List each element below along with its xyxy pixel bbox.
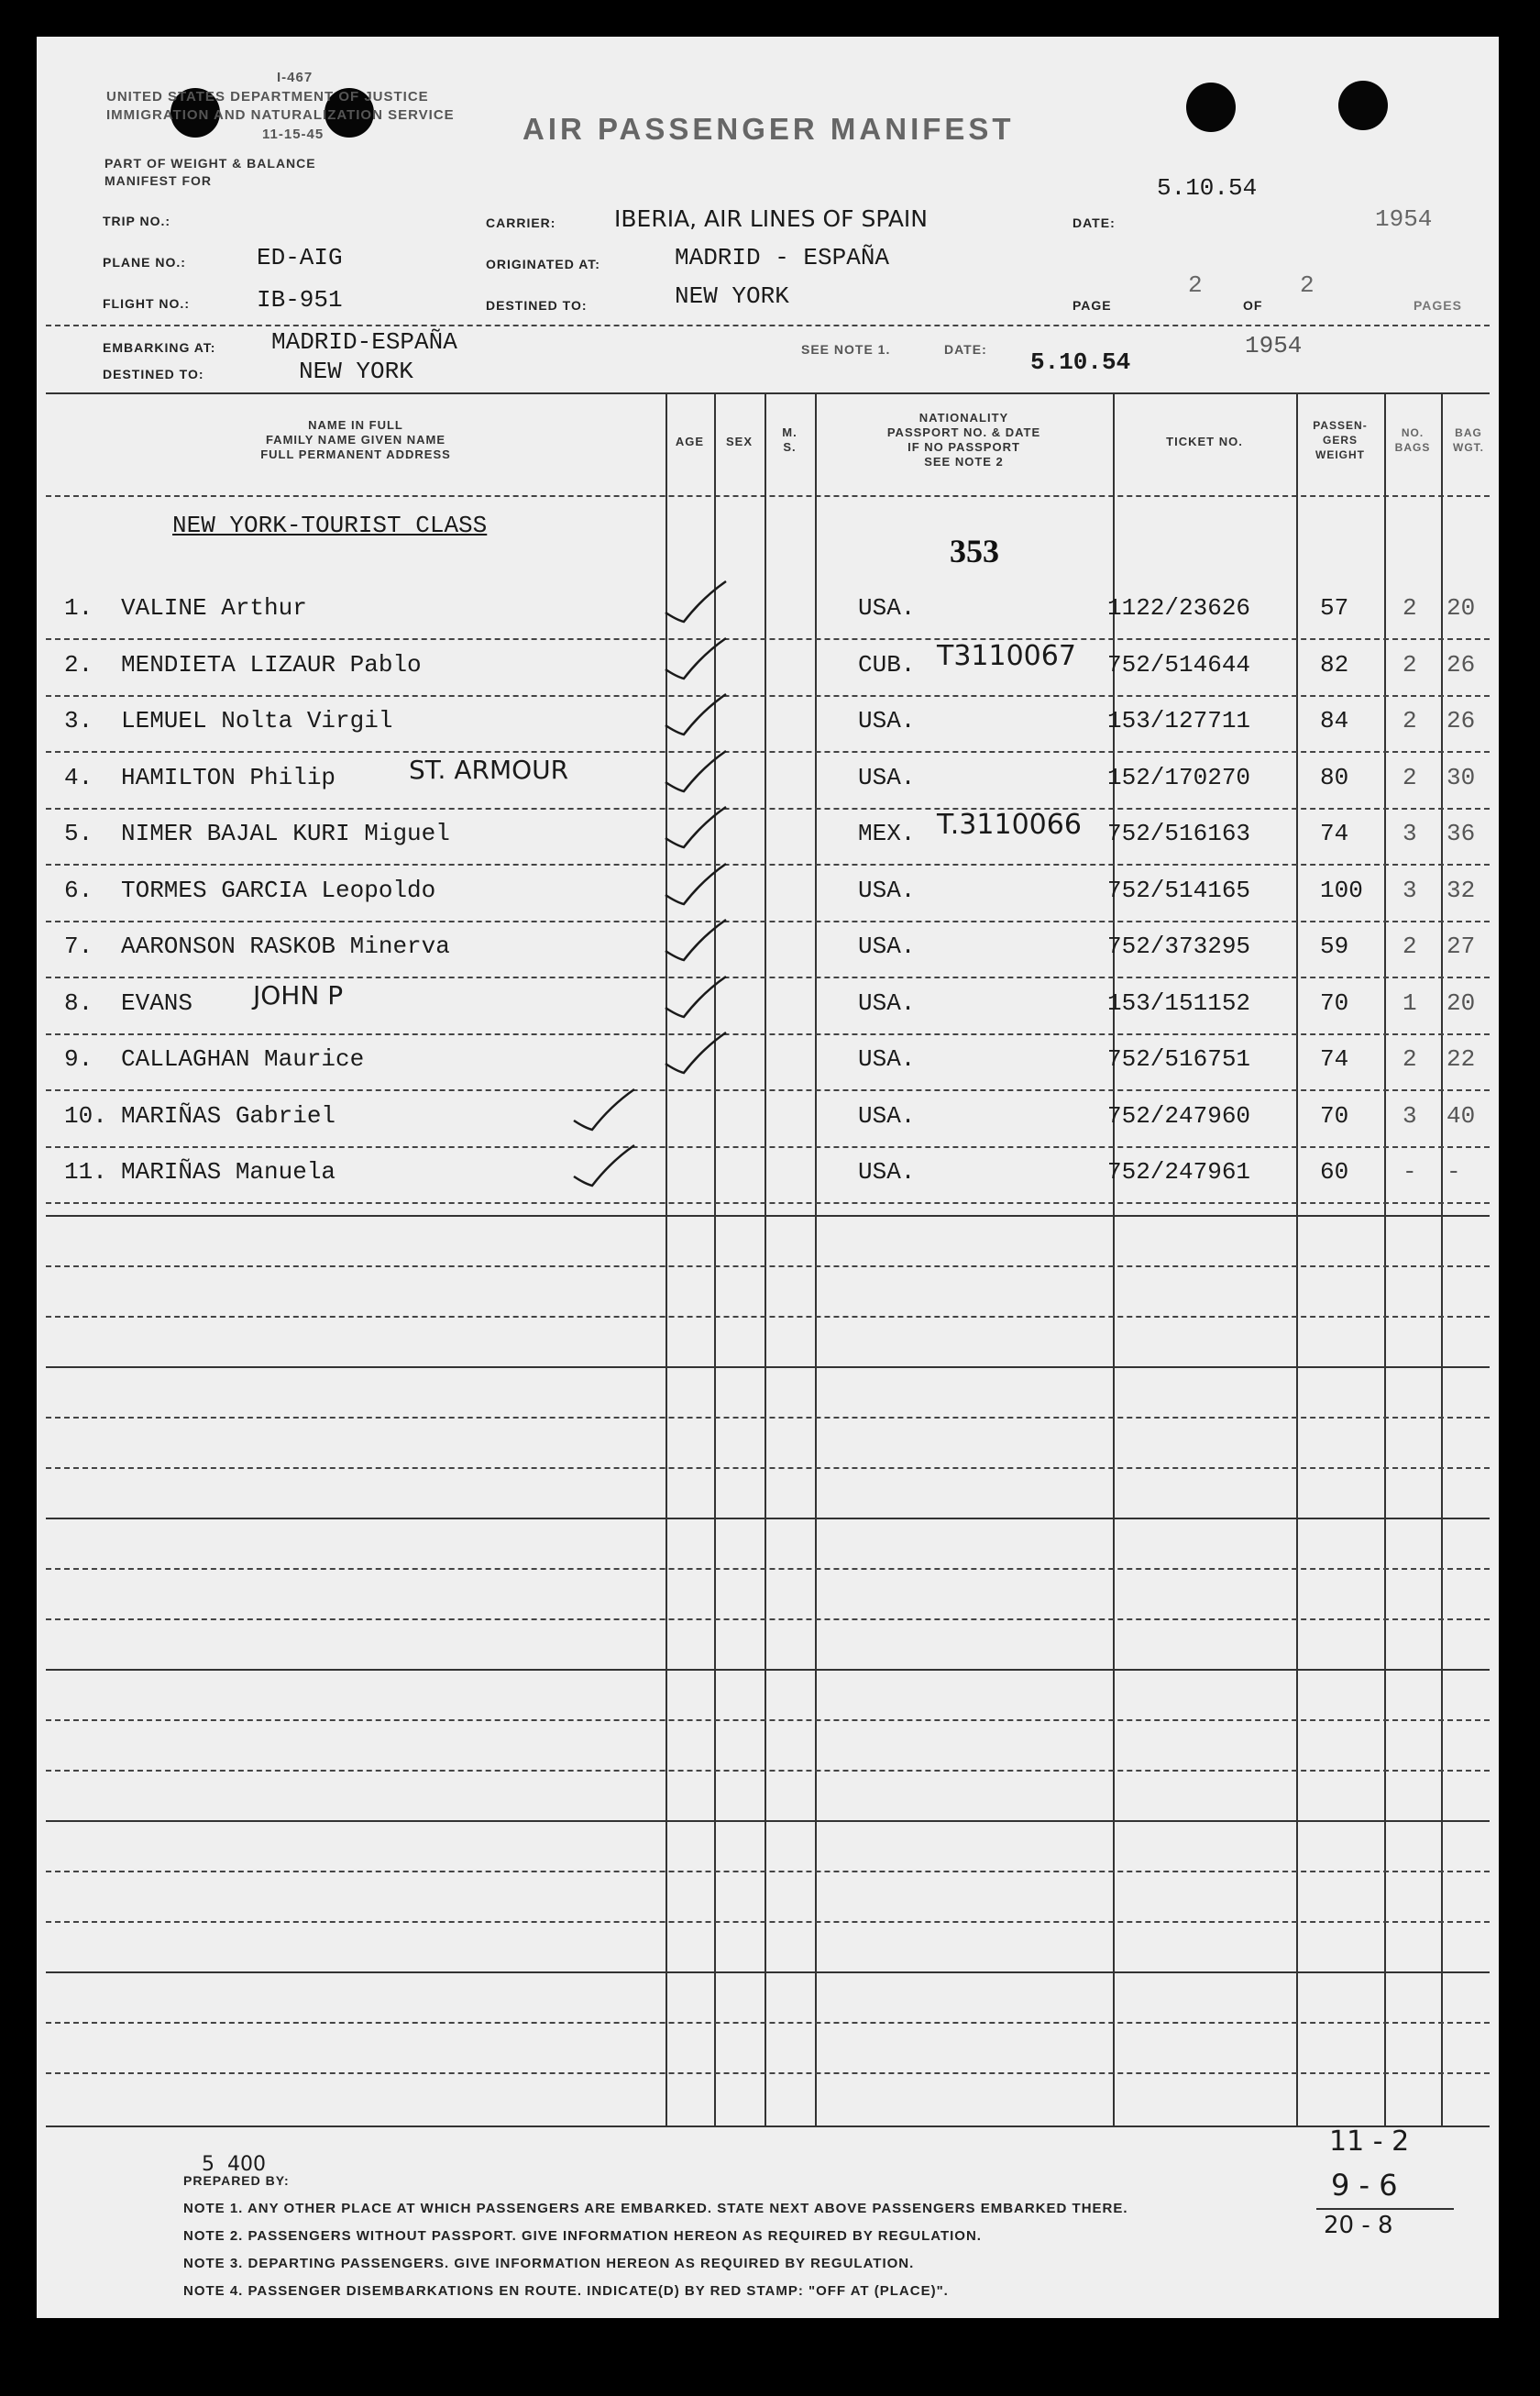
- row-number: 11.: [64, 1158, 107, 1186]
- ticket-number: 752/514644: [1107, 650, 1251, 679]
- column-header-bags: [1384, 425, 1441, 455]
- handwritten-tally-note: 5 400: [202, 2153, 266, 2176]
- row-divider: [46, 864, 1490, 866]
- note-1: NOTE 1. ANY OTHER PLACE AT WHICH PASSENGERS ARE EMBARKED. STATE NEXT ABOVE PASSENGERS EMBARKED THERE.: [183, 2201, 1128, 2216]
- header-weight-line2: GERS: [1322, 434, 1358, 447]
- table-row: [37, 980, 1499, 1035]
- ticket-number: 153/127711: [1107, 707, 1251, 734]
- passenger-weight: 70: [1320, 1101, 1349, 1130]
- row-number: 7.: [64, 933, 94, 960]
- row-number: 6.: [64, 876, 94, 904]
- carrier-value: IBERIA, AIR LINES OF SPAIN: [614, 205, 928, 232]
- row-number: 3.: [64, 707, 94, 734]
- table-row: [37, 1036, 1499, 1091]
- checkmark-icon: [660, 578, 733, 633]
- row-divider: [46, 751, 1490, 753]
- header-nat-line3: IF NO PASSPORT: [908, 440, 1020, 454]
- table-top-border: [46, 392, 1490, 394]
- note-3: NOTE 3. DEPARTING PASSENGERS. GIVE INFORMATION HEREON AS REQUIRED BY REGULATION.: [183, 2256, 915, 2271]
- nationality: USA.: [858, 707, 916, 734]
- blank-line: [46, 1215, 1490, 1217]
- passenger-weight: 59: [1320, 933, 1349, 960]
- column-header-bagwt: [1441, 425, 1496, 455]
- row-number: 10.: [64, 1101, 107, 1130]
- passenger-weight: 70: [1320, 988, 1349, 1017]
- bag-count: 1: [1402, 988, 1417, 1017]
- table-row: [37, 698, 1499, 753]
- bag-count: 2: [1402, 933, 1417, 960]
- note-4: NOTE 4. PASSENGER DISEMBARKATIONS EN ROUTE. INDICATE(D) BY RED STAMP: "OFF AT (PLACE)".: [183, 2283, 949, 2299]
- form-number: I-467: [277, 70, 314, 85]
- blank-line: [46, 1669, 1490, 1671]
- bag-count: -: [1402, 1158, 1417, 1186]
- passport-number: T3110067: [937, 639, 1076, 672]
- header-name-line2: FAMILY NAME GIVEN NAME: [265, 433, 446, 447]
- passenger-name: HAMILTON Philip: [121, 763, 336, 791]
- blank-line: [46, 1417, 1490, 1419]
- year2-value: 1954: [1245, 332, 1303, 359]
- passenger-weight: 80: [1320, 763, 1349, 791]
- page-title: AIR PASSENGER MANIFEST: [522, 112, 1015, 146]
- row-divider: [46, 638, 1490, 640]
- passenger-weight: 60: [1320, 1158, 1349, 1186]
- originated-value: MADRID - ESPAÑA: [675, 244, 890, 271]
- header-ms-line2: S.: [783, 440, 797, 454]
- nationality: USA.: [858, 933, 916, 960]
- passenger-name: MARIÑAS Gabriel: [121, 1101, 336, 1130]
- header-bags-line1: NO.: [1401, 426, 1424, 439]
- passenger-name: NIMER BAJAL KURI Miguel: [121, 820, 450, 847]
- blank-line: [46, 1820, 1490, 1822]
- bag-weight: 40: [1446, 1101, 1476, 1130]
- bag-count: 2: [1402, 650, 1417, 679]
- stamp-number: 353: [950, 533, 999, 569]
- table-row: [37, 755, 1499, 810]
- flight-no-value: IB-951: [257, 286, 343, 314]
- checkmark-icon: [660, 973, 733, 1028]
- row-number: 1.: [64, 594, 94, 622]
- blank-line: [46, 1719, 1490, 1721]
- flight-no-label: FLIGHT NO.:: [103, 296, 190, 311]
- row-divider: [46, 921, 1490, 922]
- header-nat-line4: SEE NOTE 2: [924, 455, 1004, 469]
- embarking-label: EMBARKING AT:: [103, 340, 216, 355]
- embarking-value: MADRID-ESPAÑA: [271, 328, 457, 356]
- form-date: 11-15-45: [262, 127, 324, 142]
- header-nat-line2: PASSPORT NO. & DATE: [886, 425, 1041, 439]
- ticket-number: 752/516163: [1107, 820, 1251, 847]
- blank-line: [46, 1921, 1490, 1923]
- checkmark-icon: [660, 803, 733, 858]
- table-row: [37, 923, 1499, 978]
- blank-line: [46, 1971, 1490, 1973]
- passenger-name: VALINE Arthur: [121, 594, 307, 622]
- passport-number: T.3110066: [937, 809, 1082, 841]
- tally-rule: [1316, 2208, 1454, 2210]
- bag-count: 3: [1402, 876, 1417, 904]
- blank-line: [46, 1265, 1490, 1267]
- nationality: CUB.: [858, 650, 916, 679]
- bag-weight: 36: [1446, 820, 1476, 847]
- ticket-number: 1122/23626: [1107, 594, 1251, 622]
- column-header-age: AGE: [675, 435, 705, 448]
- nationality: USA.: [858, 1158, 916, 1186]
- table-row: [37, 1093, 1499, 1148]
- bag-weight: -: [1446, 1158, 1461, 1186]
- page-label: PAGE: [1072, 298, 1112, 313]
- row-divider: [46, 1202, 1490, 1204]
- blank-line: [46, 1467, 1490, 1469]
- table-row: [37, 867, 1499, 922]
- row-divider: [46, 1146, 1490, 1148]
- punch-hole: [1338, 81, 1388, 130]
- table-header-border: [46, 495, 1490, 497]
- header-nat-line1: NATIONALITY: [918, 411, 1009, 425]
- blank-line: [46, 1518, 1490, 1519]
- passenger-name: AARONSON RASKOB Minerva: [121, 933, 450, 960]
- blank-line: [46, 1871, 1490, 1872]
- note-2: NOTE 2. PASSENGERS WITHOUT PASSPORT. GIVE INFORMATION HEREON AS REQUIRED BY REGULATION.: [183, 2228, 982, 2244]
- nationality: MEX.: [858, 820, 916, 847]
- row-number: 9.: [64, 1045, 94, 1073]
- checkmark-icon: [660, 747, 733, 802]
- column-header-ticket: TICKET NO.: [1166, 435, 1243, 448]
- table-bottom-border: [46, 2125, 1490, 2127]
- header-bagwt-line1: BAG: [1455, 426, 1482, 439]
- row-number: 5.: [64, 820, 94, 847]
- manifest-for-label: MANIFEST FOR: [104, 173, 212, 188]
- carrier-label: CARRIER:: [486, 215, 556, 230]
- row-divider: [46, 1089, 1490, 1091]
- bag-weight: 20: [1446, 594, 1476, 622]
- header-bags-line2: BAGS: [1394, 441, 1431, 454]
- row-divider: [46, 977, 1490, 978]
- header-weight-line3: WEIGHT: [1315, 448, 1365, 461]
- punch-hole: [1186, 83, 1236, 132]
- destined-label: DESTINED TO:: [486, 298, 588, 313]
- header-ms-line1: M.: [782, 425, 798, 439]
- ticket-number: 153/151152: [1107, 988, 1251, 1017]
- passenger-name: MENDIETA LIZAUR Pablo: [121, 650, 422, 679]
- row-number: 4.: [64, 763, 94, 791]
- part-of-label: PART OF WEIGHT & BALANCE: [104, 156, 316, 171]
- originated-label: ORIGINATED AT:: [486, 257, 600, 271]
- nationality: USA.: [858, 876, 916, 904]
- tally-line-3: 20 - 8: [1324, 2212, 1393, 2239]
- page-value: 2: [1188, 271, 1203, 299]
- header-name-line3: FULL PERMANENT ADDRESS: [260, 447, 451, 461]
- bag-weight: 32: [1446, 876, 1476, 904]
- column-header-weight: [1296, 418, 1384, 462]
- ticket-number: 752/514165: [1107, 876, 1251, 904]
- passenger-weight: 74: [1320, 1045, 1349, 1073]
- passenger-weight: 57: [1320, 594, 1349, 622]
- passenger-name: EVANS: [121, 988, 193, 1017]
- date2-value: 5.10.54: [1030, 348, 1131, 376]
- bag-weight: 22: [1446, 1045, 1476, 1073]
- of-label: OF: [1243, 298, 1263, 313]
- ticket-number: 752/247960: [1107, 1101, 1251, 1130]
- prepared-by-label: PREPARED BY:: [183, 2173, 290, 2188]
- passenger-weight: 100: [1320, 876, 1363, 904]
- checkmark-icon: [660, 860, 733, 915]
- table-row: [37, 585, 1499, 640]
- tally-line-1: 11 - 2: [1329, 2125, 1410, 2158]
- bag-count: 2: [1402, 594, 1417, 622]
- bag-count: 2: [1402, 707, 1417, 734]
- column-header-name: [46, 418, 666, 462]
- checkmark-icon: [660, 916, 733, 971]
- bag-weight: 26: [1446, 650, 1476, 679]
- tally-line-2: 9 - 6: [1331, 2168, 1398, 2203]
- table-row: [37, 1149, 1499, 1204]
- ticket-number: 152/170270: [1107, 763, 1251, 791]
- bag-weight: 26: [1446, 707, 1476, 734]
- passenger-name: CALLAGHAN Maurice: [121, 1045, 365, 1073]
- nationality: USA.: [858, 594, 916, 622]
- nationality: USA.: [858, 1045, 916, 1073]
- bag-weight: 27: [1446, 933, 1476, 960]
- section-title: NEW YORK-TOURIST CLASS: [172, 512, 488, 539]
- bag-weight: 30: [1446, 763, 1476, 791]
- passenger-name: TORMES GARCIA Leopoldo: [121, 876, 436, 904]
- date-label: DATE:: [1072, 215, 1116, 230]
- bag-count: 2: [1402, 1045, 1417, 1073]
- row-divider: [46, 1033, 1490, 1035]
- passenger-weight: 74: [1320, 820, 1349, 847]
- trip-no-label: TRIP NO.:: [103, 214, 171, 228]
- table-row: [37, 639, 1499, 697]
- year-value: 1954: [1375, 205, 1433, 233]
- service-line: IMMIGRATION AND NATURALIZATION SERVICE: [106, 107, 455, 123]
- date-value: 5.10.54: [1157, 174, 1258, 202]
- header-name-line1: NAME IN FULL: [308, 418, 403, 432]
- blank-line: [46, 1618, 1490, 1620]
- passenger-name: LEMUEL Nolta Virgil: [121, 707, 393, 734]
- bag-count: 3: [1402, 1101, 1417, 1130]
- ticket-number: 752/247961: [1107, 1158, 1251, 1186]
- blank-line: [46, 2022, 1490, 2024]
- ticket-number: 752/516751: [1107, 1045, 1251, 1073]
- checkmark-icon: [568, 1142, 642, 1197]
- ticket-number: 752/373295: [1107, 933, 1251, 960]
- table-row: [37, 811, 1499, 866]
- column-header-sex: SEX: [725, 435, 753, 448]
- handwritten-name: JOHN P: [253, 979, 344, 1010]
- nationality: USA.: [858, 763, 916, 791]
- column-header-ms: [764, 425, 815, 455]
- passenger-name: MARIÑAS Manuela: [121, 1158, 336, 1186]
- destined2-label: DESTINED TO:: [103, 367, 204, 381]
- bag-count: 2: [1402, 763, 1417, 791]
- row-number: 8.: [64, 988, 94, 1017]
- blank-line: [46, 1366, 1490, 1368]
- date2-label: DATE:: [944, 342, 987, 357]
- blank-line: [46, 1316, 1490, 1318]
- manifest-page: [37, 37, 1499, 2318]
- header-bagwt-line2: WGT.: [1453, 441, 1484, 454]
- column-header-nationality: [815, 411, 1113, 469]
- plane-no-value: ED-AIG: [257, 244, 343, 271]
- checkmark-icon: [660, 1029, 733, 1084]
- passenger-weight: 82: [1320, 650, 1349, 679]
- department-line: UNITED STATES DEPARTMENT OF JUSTICE: [106, 89, 429, 105]
- destined-value: NEW YORK: [675, 282, 789, 310]
- blank-line: [46, 2072, 1490, 2074]
- passenger-weight: 84: [1320, 707, 1349, 734]
- blank-line: [46, 1568, 1490, 1570]
- header-weight-line1: PASSEN-: [1313, 419, 1368, 432]
- checkmark-icon: [568, 1086, 642, 1141]
- row-number: 2.: [64, 650, 94, 679]
- handwritten-name: ST. ARMOUR: [409, 754, 569, 785]
- of-value: 2: [1300, 271, 1314, 299]
- checkmark-icon: [660, 690, 733, 745]
- row-divider: [46, 808, 1490, 810]
- nationality: USA.: [858, 988, 916, 1017]
- destined2-value: NEW YORK: [299, 358, 413, 385]
- bag-weight: 20: [1446, 988, 1476, 1017]
- pages-label: PAGES: [1414, 298, 1462, 313]
- row-divider: [46, 695, 1490, 697]
- bag-count: 3: [1402, 820, 1417, 847]
- see-note-label: SEE NOTE 1.: [801, 342, 891, 357]
- divider: [46, 325, 1490, 326]
- nationality: USA.: [858, 1101, 916, 1130]
- checkmark-icon: [660, 635, 733, 690]
- blank-line: [46, 1770, 1490, 1772]
- plane-no-label: PLANE NO.:: [103, 255, 186, 270]
